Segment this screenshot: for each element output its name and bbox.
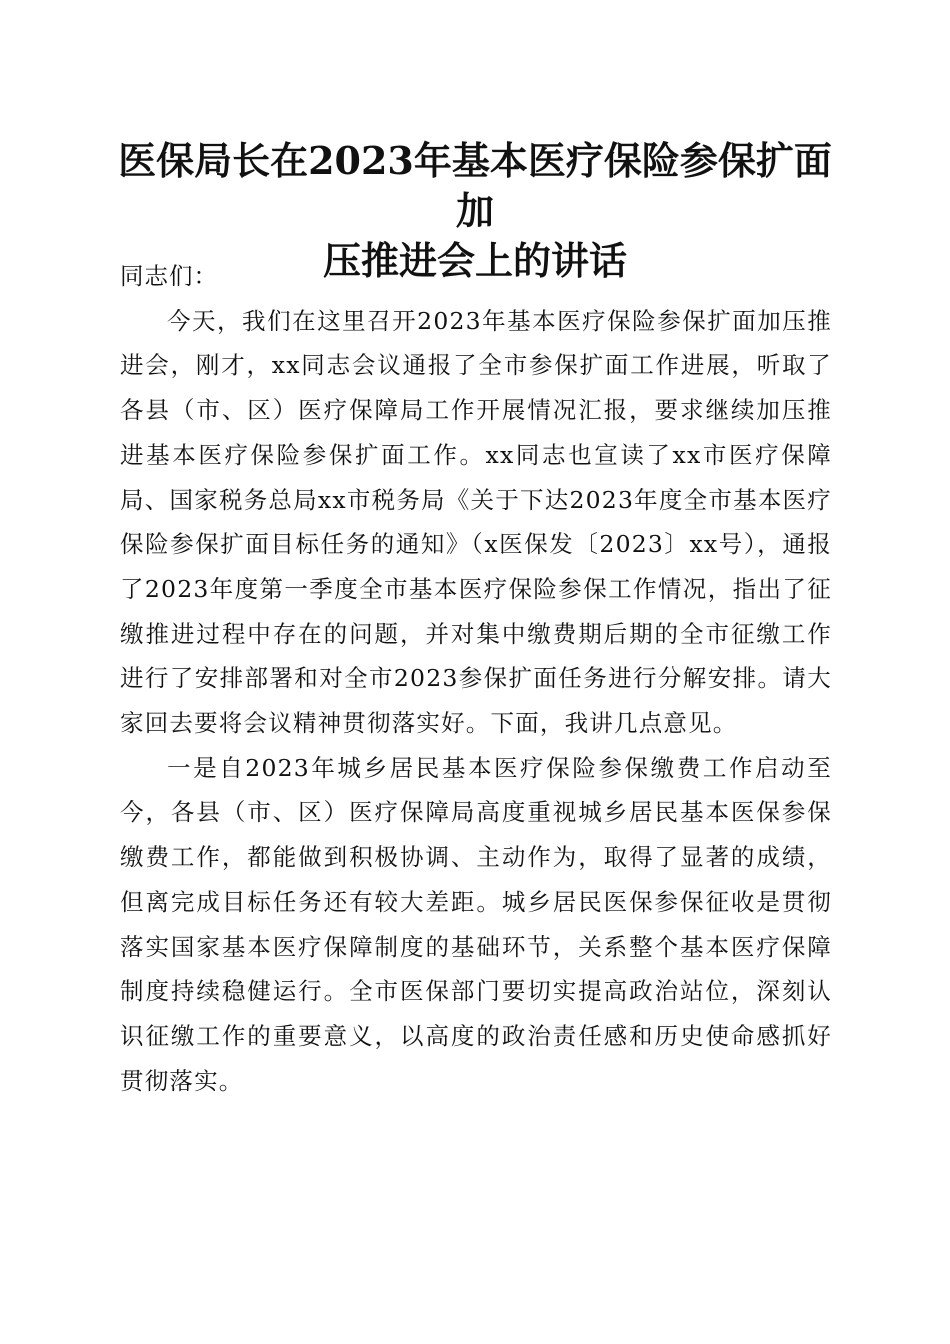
title-line-1: 医保局长在2023年基本医疗保险参保扩面加	[118, 138, 832, 233]
title-line-2: 压推进会上的讲话	[322, 238, 627, 283]
document-body	[120, 254, 832, 1103]
salutation: 同志们：	[120, 262, 218, 290]
paragraph-opening: 今天，我们在这里召开2023年基本医疗保险参保扩面加压推进会，刚才，xx同志会议通报了全市参保扩面工作进展，听取了各县（市、区）医疗保障局工作开展情况汇报，要求继续加压推进基本医疗保险参保扩面工作。xx同志也宣读了xx市医疗保障局、国家税务总局xx市税务局《关于下达2023年度全市基本医疗保险参保扩面目标任务的通知》（x医保发〔2023〕xx号），通报了2023年度第一季度全市基本医疗保险参保工作情况，指出了征缴推进过程中存在的问题，并对集中缴费期后期的全市征缴工作进行了安排部署和对全市2023参保扩面任务进行分解安排。请大家回去要将会议精神贯彻落实好。下面，我讲几点意见。	[120, 306, 832, 738]
paragraph-point-one: 一是自2023年城乡居民基本医疗保险参保缴费工作启动至今，各县（市、区）医疗保障局高度重视城乡居民基本医保参保缴费工作，都能做到积极协调、主动作为，取得了显著的成绩，但离完成目标任务还有较大差距。城乡居民医保参保征收是贯彻落实国家基本医疗保障制度的基础环节，关系整个基本医疗保障制度持续稳健运行。全市医保部门要切实提高政治站位，深刻认识征缴工作的重要意义，以高度的政治责任感和历史使命感抓好贯彻落实。	[120, 753, 832, 1095]
